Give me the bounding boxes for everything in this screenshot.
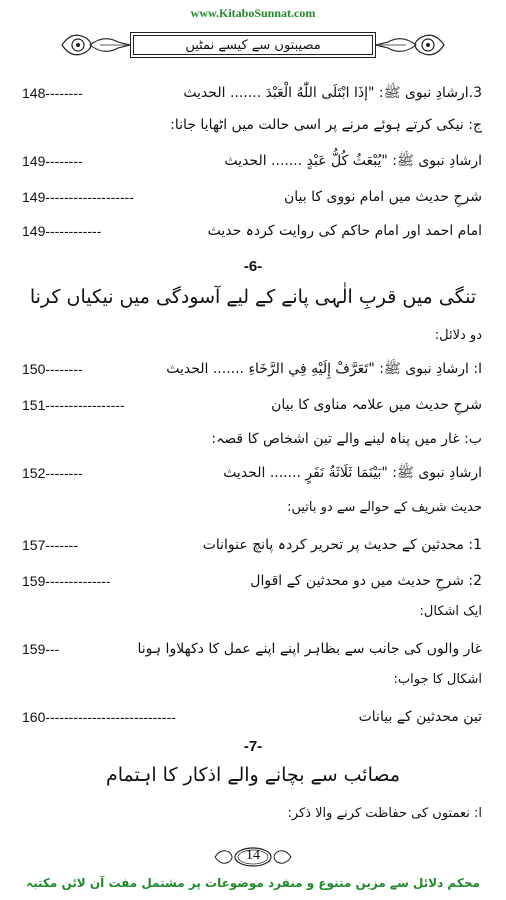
entry-page: 157-------	[22, 537, 78, 553]
toc-entry	[22, 184, 482, 210]
entry-text: 1: محدثین کے حدیث پر تحریر کردہ پانچ عنوانات	[202, 537, 482, 553]
entry-page: 159---	[22, 641, 60, 657]
page-number: 14	[246, 848, 260, 863]
entry-page: 152--------	[22, 465, 83, 481]
section-title: تنگی میں قربِ الٰہی پانے کے لیے آسودگی میں نیکیاں کرنا	[29, 286, 477, 308]
entry-text: شرحِ حدیث میں امام نووی کا بیان	[284, 189, 482, 205]
entry-text: ب: غار میں پناہ لینے والے تین اشخاص کا قصہ:	[211, 431, 482, 447]
subheading: ا: نعمتوں کی حفاظت کرنے والا ذکر:	[287, 806, 482, 821]
entry-page: 159--------------	[22, 573, 111, 589]
entry-page: 149------------	[22, 223, 102, 239]
entry-text: ارشادِ نبوی ﷺ: "بَيْنَمَا ثَلَاثَةُ نَفَرٍ ....... الحدیث	[223, 465, 482, 481]
chapter-header	[60, 26, 446, 64]
entry-text: ارشادِ نبوی ﷺ: "یُبْعَثُ كُلُّ عَبْدٍ ....... الحدیث	[224, 153, 482, 169]
subheading: اشکال کا جواب:	[393, 672, 482, 687]
subheading: ایک اشکال:	[419, 604, 482, 619]
entry-text: ا: ارشادِ نبوی ﷺ: "تَعَرَّفْ إِلَيْهِ فِي الرَّخَاءِ ....... الحدیث	[166, 361, 482, 377]
entry-page: 148--------	[22, 85, 83, 101]
ornament-right-icon	[376, 26, 446, 64]
page-number-badge	[213, 846, 293, 868]
subheading: دو دلائل:	[434, 328, 482, 343]
site-url[interactable]: www.KitaboSunnat.com	[190, 6, 316, 20]
toc-entry	[22, 460, 482, 486]
subheading: حدیث شریف کے حوالے سے دو باتیں:	[287, 500, 482, 515]
toc-subheading	[22, 112, 482, 138]
toc-entry	[22, 704, 482, 730]
toc-entry	[22, 356, 482, 382]
section-title: مصائب سے بچانے والے اذکار کا اہتمام	[105, 764, 401, 786]
entry-page: 149-------------------	[22, 189, 134, 205]
entry-text: شرحِ حدیث میں علامہ مناوی کا بیان	[271, 397, 482, 413]
entry-text: ج: نیکی کرتے ہوئے مرنے پر اسی حالت میں اٹھایا جانا:	[170, 117, 482, 133]
entry-text: تین محدثین کے بیانات	[358, 709, 482, 725]
toc-entry	[22, 148, 482, 174]
toc-entry	[22, 80, 482, 106]
entry-page: 151-----------------	[22, 397, 125, 413]
toc-entry	[22, 568, 482, 594]
entry-page: 160----------------------------	[22, 709, 176, 725]
chapter-title: مصیبتوں سے کیسے نمٹیں	[130, 32, 376, 58]
footer-tagline: محکم دلائل سے مزین متنوع و منفرد موضوعات پر مشتمل مفت آن لائن مکتبہ	[26, 876, 480, 890]
entry-text: امام احمد اور امام حاکم کی روایت کردہ حدیث	[207, 223, 482, 239]
toc-entry	[22, 218, 482, 244]
section-number: -6-	[243, 258, 263, 275]
toc-entry	[22, 392, 482, 418]
entry-page: 150--------	[22, 361, 83, 377]
entry-text: غار والوں کی جانب سے بظاہر اپنے اپنے عمل کا دکھلاوا ہونا	[137, 641, 482, 657]
entry-page: 149--------	[22, 153, 83, 169]
toc-entry	[22, 532, 482, 558]
toc-subheading	[22, 426, 482, 452]
toc-entry	[22, 636, 482, 662]
ornament-left-icon	[60, 26, 130, 64]
entry-text: 2: شرحِ حدیث میں دو محدثین کے اقوال	[250, 573, 482, 589]
section-number: -7-	[243, 738, 263, 755]
entry-text: 3.ارشادِ نبوی ﷺ: "إذَا ابْتَلَى اللّٰهُ الْعَبْدَ ....... الحدیث	[183, 85, 482, 101]
